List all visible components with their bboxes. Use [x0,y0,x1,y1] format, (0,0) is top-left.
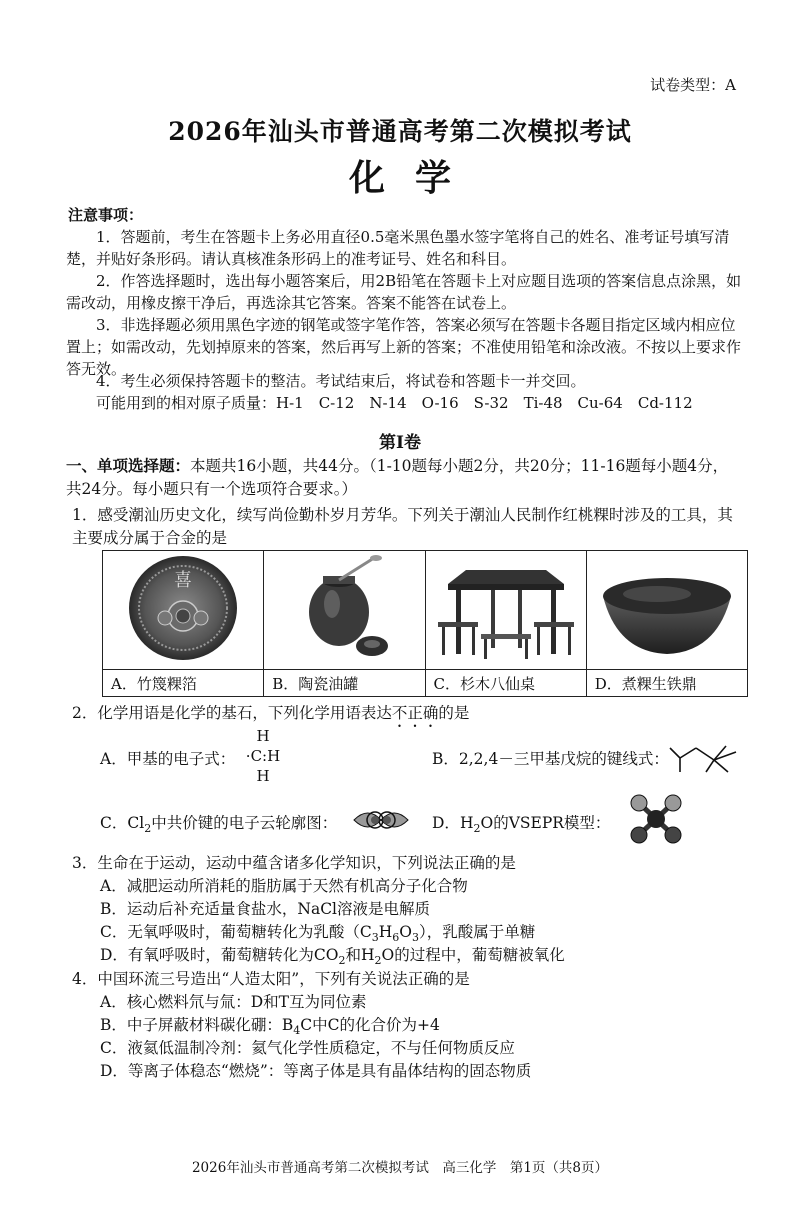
q2-option-b-label: B．2,2,4－三甲基戊烷的键线式： [432,750,669,768]
q2-c-post: 中共价键的电子云轮廓图： [151,814,338,832]
q2-c-sub: 2 [144,822,152,836]
instruction-item-3: 3．非选择题必须用黑色字迹的钢笔或签字笔作答，答案必须写在答题卡各题目指定区域内相应位置上；如需改动，先划掉原来的答案，然后再写上新的答案；不准使用铅笔和涂改液。不按以上要求作答无效。 [66,316,742,378]
q4-option-d: D．等离子体稳态“燃烧”：等离子体是具有晶体结构的固态物质 [100,1062,532,1080]
q2-stem-a: 2．化学用语是化学的基石，下列化学用语表达 [72,704,392,722]
q2-d-post: 的VSEPR模型： [493,814,611,832]
section-heading [66,454,742,501]
instructions-heading: 注意事项： [68,206,144,224]
q3-c-s1: 3 [371,931,379,945]
instruction-item-2: 2．作答选择题时，选出每小题答案后，用2B铅笔在答题卡上对应题目选项的答案信息点涂黑，如需改动，用橡皮擦干净后，再选涂其它答案。答案不能答在试卷上。 [66,272,742,312]
atomic-masses: 可能用到的相对原子质量：H-1 C-12 N-14 O-16 S-32 Ti-48 Cu-64 Cd-112 [96,394,693,412]
q2-d-h: H [459,814,474,832]
q3-d-pre: D．有氧呼吸时，葡萄糖转化为CO [100,946,339,964]
q1-option-c: C．杉木八仙桌 [425,670,586,697]
methyl-electron-formula [240,726,286,786]
q1-option-b: B．陶瓷油罐 [264,670,425,697]
q3-c-m2: O [399,923,412,941]
q2-option-d [432,812,610,835]
paper-type-label: 试卷类型：A [650,76,736,94]
q1-image-d [586,551,747,670]
q3-d-s1: 2 [338,954,346,968]
q3-stem: 3．生命在于运动，运动中蕴含诸多化学知识，下列说法正确的是 [72,854,516,872]
q2-d-sub: 2 [473,822,481,836]
q4-stem: 4．中国环流三号造出“人造太阳”，下列有关说法正确的是 [72,970,470,988]
q2-stem [72,702,740,731]
q3-d-post: O的过程中，葡萄糖被氧化 [381,946,565,964]
q4-option-c: C．液氦低温制冷剂：氦气化学性质稳定，不与任何物质反应 [100,1039,515,1057]
q1-image-b [264,551,425,670]
q3-c-s3: 3 [411,931,419,945]
wooden-table-image [436,552,576,664]
q3-c-m1: H [378,923,393,941]
q2-stem-emphasis: 不正确 [391,704,439,722]
q3-d-mid: 和H [345,946,375,964]
q2-option-c [100,812,337,835]
instruction-item-4: 4．考生必须保持答题卡的整洁。考试结束后，将试卷和答题卡一并交回。 [96,372,586,390]
q2-option-a-label: A．甲基的电子式： [100,750,236,768]
q4-option-b [100,1014,440,1037]
q1-option-d: D．煮粿生铁鼎 [586,670,747,697]
q3-option-d [100,944,565,967]
ceramic-jar-image [284,552,404,664]
q3-option-c [100,921,535,944]
subject-title: 化学 [348,157,481,199]
instruction-item-1: 1．答题前，考生在答题卡上务必用直径0.5毫米黑色墨水签字笔将自己的姓名、准考证号填写清楚，并贴好条形码。请认真核准条形码上的准考证号、姓名和科目。 [66,228,730,268]
methyl-h-top: H [256,727,270,745]
q2-c-formula: Cl [127,814,145,832]
part-title: 第Ⅰ卷 [379,433,421,453]
q4-b-post: C中C的化合价为+4 [300,1016,440,1034]
q4-b-sub: 4 [293,1024,301,1038]
bamboo-tray-image [123,552,243,664]
skeletal-formula-diagram [666,742,740,774]
tray-character: 喜 [174,570,193,591]
electron-cloud-diagram [352,804,410,836]
section-heading-text: 本题共16小题，共44分。（1-10题每小题2分，共20分；11-16题每小题4分，共24分。每小题只有一个选项符合要求。） [66,457,729,498]
q3-c-pre: C．无氧呼吸时，葡萄糖转化为乳酸（C [100,923,372,941]
q2-stem-c: 的是 [438,704,470,722]
q1-image-c [425,551,586,670]
q2-c-pre: C． [100,814,128,832]
exam-title: 2026年汕头市普通高考第二次模拟考试 [168,117,632,146]
q1-option-a: A．竹篾粿箔 [103,670,264,697]
q3-c-s2: 6 [392,931,400,945]
q1-image-a [103,551,264,670]
methyl-h-bottom: H [256,767,270,785]
vsepr-model-diagram [628,794,684,844]
q3-option-b: B．运动后补充适量食盐水，NaCl溶液是电解质 [100,900,431,918]
methyl-c-mid: ·C:H [245,747,281,765]
q3-option-a: A．减肥运动所消耗的脂肪属于天然有机高分子化合物 [100,877,468,895]
page-footer: 2026年汕头市普通高考第二次模拟考试 高三化学 第1页（共8页） [191,1160,609,1176]
q1-options-table [102,550,748,697]
q2-d-pre: D． [432,814,460,832]
q3-d-s2: 2 [374,954,382,968]
q4-b-pre: B．中子屏蔽材料碳化硼：B [100,1016,294,1034]
iron-wok-image [597,552,737,664]
section-heading-bold: 一、单项选择题： [66,456,191,475]
q4-option-a: A．核心燃料氘与氚：D和T互为同位素 [100,993,367,1011]
q2-d-o: O [480,814,494,832]
q1-stem: 1．感受潮汕历史文化，续写尚俭勤朴岁月芳华。下列关于潮汕人民制作红桃粿时涉及的工具，其主要成分属于合金的是 [72,506,733,547]
q3-c-post: ），乳酸属于单糖 [418,923,536,941]
